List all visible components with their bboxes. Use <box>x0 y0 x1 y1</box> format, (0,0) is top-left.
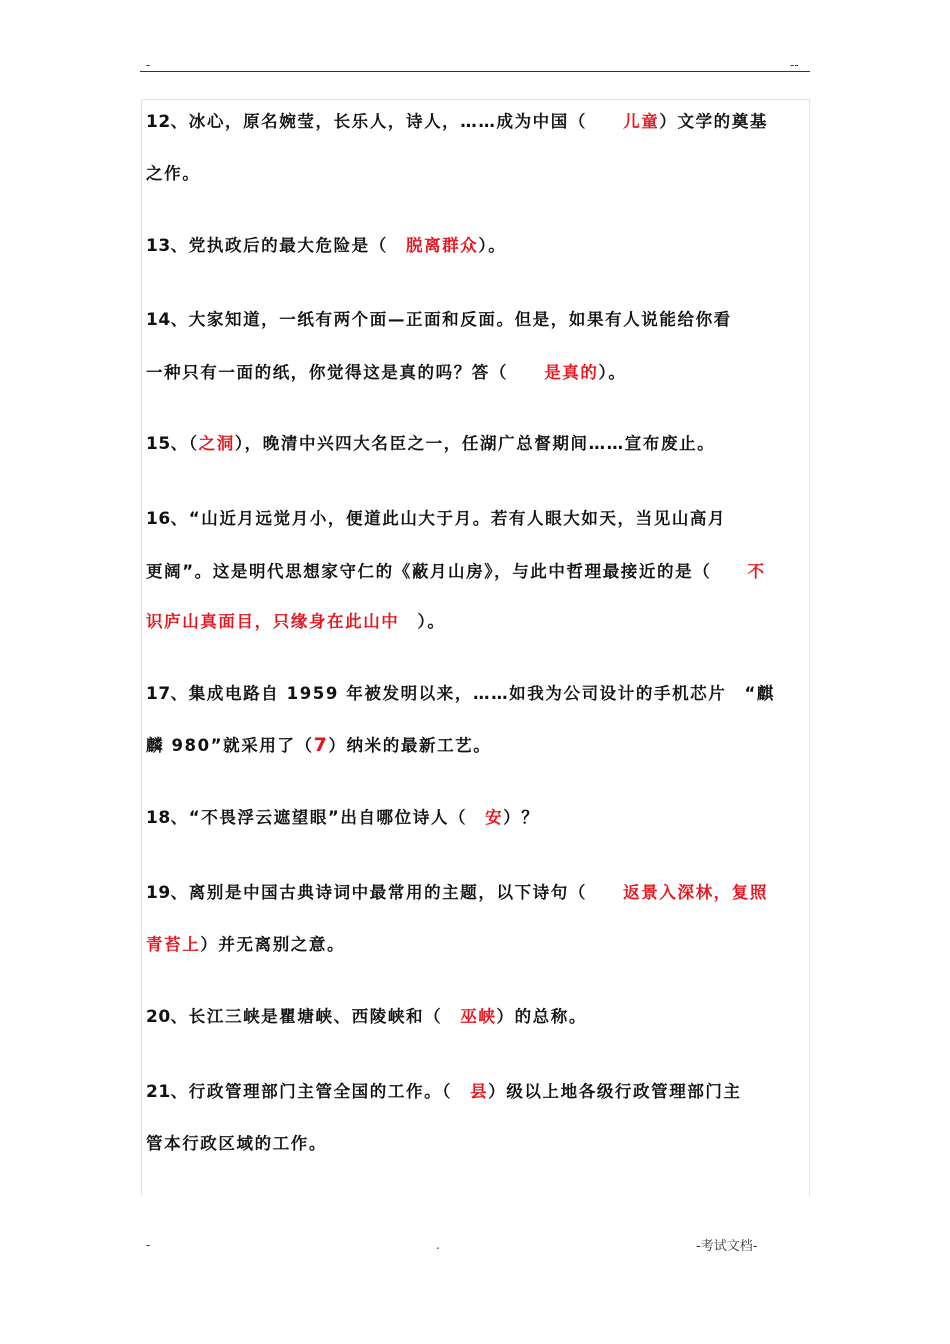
question-text: ），晚清中兴四大名臣之一，任湖广总督期间……宣布废止。 <box>234 434 716 453</box>
page-header-left: - <box>146 58 151 72</box>
question-number: 19 <box>146 883 171 903</box>
question-number: 17 <box>146 684 171 704</box>
question-number: 12 <box>146 112 171 132</box>
question-text: ）的总称。 <box>496 1007 587 1026</box>
question-21-line-2 <box>146 1133 327 1155</box>
answer-text: 青苔上 <box>146 935 201 954</box>
question-number: 15 <box>146 434 171 454</box>
header-rule <box>140 71 810 72</box>
question-21-line-1 <box>146 1081 742 1103</box>
question-text: 、集成电路自 1959 年被发明以来，……如我为公司设计的手机芯片 “麒 <box>170 684 776 703</box>
question-number: 16 <box>146 509 171 529</box>
page-footer-left: - <box>146 1238 151 1252</box>
question-number: 18 <box>146 808 171 828</box>
page-header-right: -- <box>790 58 799 72</box>
question-text: ）文学的奠基 <box>659 112 768 131</box>
question-14-line-2 <box>146 362 626 384</box>
answer-text: 返景入深林，复照 <box>623 883 768 902</box>
question-text: 、（ <box>170 434 199 453</box>
question-text: 之作。 <box>146 164 201 183</box>
question-text: 、离别是中国古典诗词中最常用的主题，以下诗句（ <box>170 883 624 902</box>
question-text: 、党执政后的最大危险是（ <box>170 236 406 255</box>
answer-text: 巫峡 <box>460 1007 497 1026</box>
question-20 <box>146 1006 587 1028</box>
question-text: 麟 980”就采用了（ <box>146 736 314 755</box>
answer-text: 脱离群众 <box>405 236 479 255</box>
page-footer-center: . <box>436 1238 440 1252</box>
answer-text: 是真的 <box>544 363 599 382</box>
question-19-line-2 <box>146 934 345 956</box>
answer-text: 不 <box>747 562 766 581</box>
question-text: 、“不畏浮云遮望眼”出自哪位诗人（ <box>170 808 486 827</box>
question-text: 、行政管理部门主管全国的工作。（ <box>170 1082 471 1101</box>
question-16-line-1 <box>146 508 726 530</box>
question-15 <box>146 433 715 455</box>
answer-text: 县 <box>470 1082 489 1101</box>
question-text: ）。 <box>478 236 507 255</box>
answer-text: 7 <box>313 734 329 756</box>
answer-text: 安 <box>485 808 504 827</box>
question-text: ）级以上地各级行政管理部门主 <box>488 1082 742 1101</box>
question-text: 一种只有一面的纸，你觉得这是真的吗？答（ <box>146 363 545 382</box>
question-text: 、冰心，原名婉莹，长乐人，诗人，……成为中国（ <box>170 112 624 131</box>
question-text: 管本行政区域的工作。 <box>146 1134 327 1153</box>
question-17-line-1 <box>146 683 775 705</box>
question-text: 、大家知道，一纸有两个面—正面和反面。但是，如果有人说能给你看 <box>170 310 732 329</box>
question-number: 13 <box>146 236 171 256</box>
answer-text: 之洞 <box>198 434 235 453</box>
question-14-line-1 <box>146 309 732 331</box>
question-number: 20 <box>146 1007 171 1027</box>
question-number: 21 <box>146 1082 171 1102</box>
question-text: ）？ <box>503 808 540 827</box>
question-19-line-1 <box>146 882 768 904</box>
question-17-line-2 <box>146 734 491 757</box>
question-13 <box>146 235 506 257</box>
question-12-line-2 <box>146 163 200 185</box>
question-number: 14 <box>146 310 171 330</box>
answer-text: 儿童 <box>623 112 660 131</box>
question-text: ）并无离别之意。 <box>200 935 346 954</box>
content-frame <box>141 99 810 1196</box>
question-16-line-2 <box>146 561 766 583</box>
question-18 <box>146 807 539 829</box>
page-footer-right: -考试文档- <box>696 1239 758 1254</box>
question-text: 、“山近月远觉月小，便道此山大于月。若有人眼大如天，当见山高月 <box>170 509 727 528</box>
question-12-line-1 <box>146 111 768 133</box>
answer-text: 识庐山真面目，只缘身在此山中 <box>146 612 400 631</box>
question-text: ）。 <box>399 612 446 631</box>
question-16-line-3 <box>146 611 445 633</box>
question-text: 更阔”。这是明代思想家守仁的《蔽月山房》，与此中哲理最接近的是（ <box>146 562 748 581</box>
question-text: ）纳米的最新工艺。 <box>328 736 492 755</box>
question-text: ）。 <box>598 363 627 382</box>
question-text: 、长江三峡是瞿塘峡、西陵峡和（ <box>170 1007 461 1026</box>
